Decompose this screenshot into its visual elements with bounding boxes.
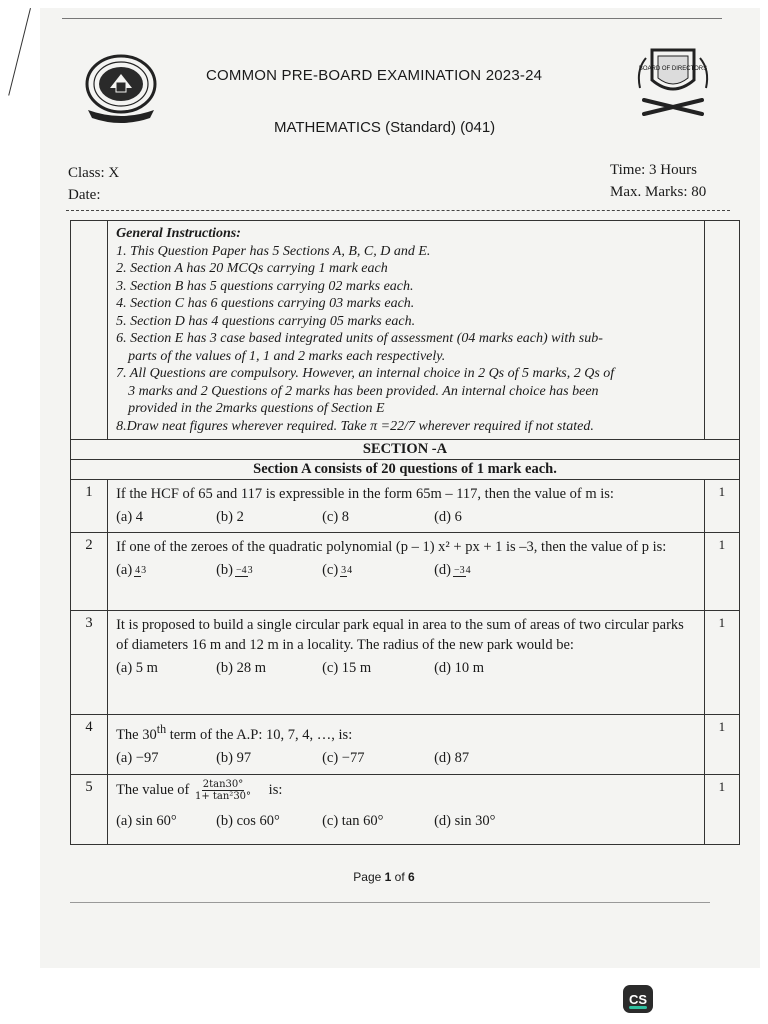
question-text-part: term of the A.P: 10, 7, 4, …, is: bbox=[166, 726, 353, 743]
option-d bbox=[434, 559, 544, 581]
page-total: 6 bbox=[408, 870, 415, 884]
option-a bbox=[116, 559, 216, 581]
section-subtitle-row bbox=[71, 460, 740, 480]
date-label: Date: bbox=[68, 187, 101, 203]
question-marks: 1 bbox=[704, 611, 739, 715]
question-marks: 1 bbox=[704, 715, 739, 775]
top-rule bbox=[62, 18, 722, 19]
option-b: (b) 97 bbox=[216, 749, 252, 766]
fraction bbox=[453, 565, 471, 577]
option-d: (d) 6 bbox=[434, 509, 462, 525]
option-a: (a) 5 m bbox=[116, 660, 158, 676]
instruction-item-continued: 3 marks and 2 Questions of 2 marks has been provided. An internal choice has been bbox=[128, 383, 599, 399]
question-text: It is proposed to build a single circular park equal in area to the sum of areas of two circular parks of diameters 16 m and 12 m in a locality. The radius of the new park would be: bbox=[116, 617, 684, 653]
option-c: (c) 15 m bbox=[322, 660, 372, 676]
question-row bbox=[71, 715, 740, 775]
max-marks-label: Max. Marks: 80 bbox=[610, 184, 707, 200]
option-c: (c) tan 60° bbox=[322, 813, 384, 829]
options bbox=[116, 810, 696, 832]
options bbox=[116, 747, 696, 769]
question-text bbox=[116, 719, 696, 745]
instruction-item: 5. Section D has 4 questions carrying 05 marks each. bbox=[116, 313, 416, 329]
question-text-part: The value of bbox=[116, 781, 190, 798]
option-a: (a) sin 60° bbox=[116, 813, 177, 829]
fraction-denominator: 3 bbox=[141, 564, 147, 576]
option-b: (b) cos 60° bbox=[216, 813, 280, 829]
options bbox=[116, 657, 696, 679]
fraction bbox=[340, 565, 352, 577]
question-row bbox=[71, 611, 740, 715]
question-row bbox=[71, 480, 740, 533]
option-label: (d) bbox=[434, 562, 451, 578]
fraction-numerator: 3 bbox=[341, 564, 347, 576]
question-body bbox=[108, 611, 705, 715]
instruction-item: 3. Section B has 5 questions carrying 02 marks each. bbox=[116, 278, 414, 294]
question-text bbox=[116, 779, 696, 802]
fraction bbox=[235, 565, 253, 577]
page-prefix: Page bbox=[353, 870, 385, 884]
instruction-item-continued: provided in the 2marks questions of Section E bbox=[128, 401, 385, 416]
question-marks: 1 bbox=[704, 775, 739, 845]
question-table bbox=[70, 220, 740, 845]
bottom-rule bbox=[70, 902, 710, 903]
instructions-row bbox=[71, 221, 740, 440]
fraction-numerator: 2tan30° bbox=[202, 779, 244, 790]
class-label: Class: X bbox=[68, 165, 120, 181]
question-text: If one of the zeroes of the quadratic polynomial (p – 1) x² + px + 1 is –3, then the value of p is: bbox=[116, 539, 667, 555]
page-number: 1 bbox=[384, 870, 392, 884]
dashed-separator bbox=[66, 210, 730, 211]
option-c bbox=[322, 559, 434, 581]
option-b bbox=[216, 559, 322, 581]
general-instructions bbox=[108, 221, 705, 440]
ordinal-suffix: th bbox=[156, 722, 167, 736]
time-label: Time: 3 Hours bbox=[610, 162, 697, 178]
camscanner-badge-icon[interactable] bbox=[623, 985, 653, 1013]
fraction-denominator: 1+ tan²30° bbox=[194, 791, 252, 802]
exam-title: COMMON PRE-BOARD EXAMINATION 2023-24 bbox=[206, 67, 543, 84]
corner-fold-line bbox=[8, 8, 31, 96]
fraction-numerator: 4 bbox=[135, 564, 141, 576]
question-marks: 1 bbox=[704, 533, 739, 611]
school-emblem-logo bbox=[80, 52, 162, 124]
option-c: (c) −77 bbox=[322, 749, 365, 766]
question-number: 2 bbox=[71, 533, 108, 611]
fraction bbox=[134, 565, 146, 577]
option-d: (d) 10 m bbox=[434, 660, 484, 676]
option-b: (b) 28 m bbox=[216, 660, 266, 676]
instruction-item: 4. Section C has 6 questions carrying 03 marks each. bbox=[116, 296, 415, 311]
question-number: 1 bbox=[71, 480, 108, 533]
board-logo-text: BOARD OF DIRECTORS bbox=[638, 66, 708, 72]
badge-text: CS bbox=[628, 991, 648, 1007]
time-marks-block bbox=[610, 159, 706, 203]
question-body bbox=[108, 533, 705, 611]
instruction-item: 6. Section E has 3 case based integrated units of assessment (04 marks each) with sub- bbox=[116, 331, 603, 346]
question-number: 3 bbox=[71, 611, 108, 715]
question-row bbox=[71, 533, 740, 611]
class-date-block bbox=[68, 162, 119, 206]
option-c: (c) 8 bbox=[322, 509, 350, 525]
question-text-part: The 30 bbox=[116, 726, 157, 743]
option-label: (c) bbox=[322, 562, 339, 578]
instruction-item-continued: parts of the values of 1, 1 and 2 marks each respectively. bbox=[128, 348, 446, 364]
subject-title: MATHEMATICS (Standard) (041) bbox=[274, 119, 496, 136]
fraction-numerator: −3 bbox=[453, 564, 465, 576]
instruction-item: 1. This Question Paper has 5 Sections A, B, C, D and E. bbox=[116, 243, 431, 259]
page-footer bbox=[0, 870, 768, 884]
option-a: (a) −97 bbox=[116, 749, 159, 766]
question-number: 4 bbox=[71, 715, 108, 775]
options bbox=[116, 506, 696, 528]
question-body bbox=[108, 715, 705, 775]
instruction-item: 2. Section A has 20 MCQs carrying 1 mark each bbox=[116, 261, 388, 276]
board-of-directors-logo bbox=[632, 40, 714, 120]
fraction bbox=[195, 779, 251, 802]
question-row bbox=[71, 775, 740, 845]
fraction-denominator: 4 bbox=[347, 564, 353, 576]
section-title: SECTION -A bbox=[71, 440, 740, 460]
instructions-heading: General Instructions: bbox=[116, 226, 241, 241]
section-title-row bbox=[71, 440, 740, 460]
fraction-denominator: 3 bbox=[247, 564, 253, 576]
fraction-numerator: −4 bbox=[235, 564, 247, 576]
question-body bbox=[108, 480, 705, 533]
option-a: (a) 4 bbox=[116, 509, 144, 525]
question-body bbox=[108, 775, 705, 845]
question-number: 5 bbox=[71, 775, 108, 845]
option-d: (d) 87 bbox=[434, 749, 470, 766]
options bbox=[116, 559, 696, 581]
fraction-denominator: 4 bbox=[465, 564, 471, 576]
instruction-item: 7. All Questions are compulsory. However, an internal choice in 2 Qs of 5 marks, 2 Qs of bbox=[116, 366, 615, 381]
page-of: of bbox=[391, 870, 409, 884]
question-text: If the HCF of 65 and 117 is expressible in the form 65m – 117, then the value of m is: bbox=[116, 486, 614, 502]
question-marks: 1 bbox=[704, 480, 739, 533]
option-label: (a) bbox=[116, 562, 133, 578]
option-label: (b) bbox=[216, 562, 233, 578]
section-subtitle: Section A consists of 20 questions of 1 mark each. bbox=[71, 460, 740, 480]
instruction-item: 8.Draw neat figures wherever required. Take π =22/7 wherever required if not stated. bbox=[116, 418, 594, 434]
question-text-part: is: bbox=[268, 781, 283, 798]
option-b: (b) 2 bbox=[216, 509, 244, 525]
option-d: (d) sin 30° bbox=[434, 813, 496, 829]
